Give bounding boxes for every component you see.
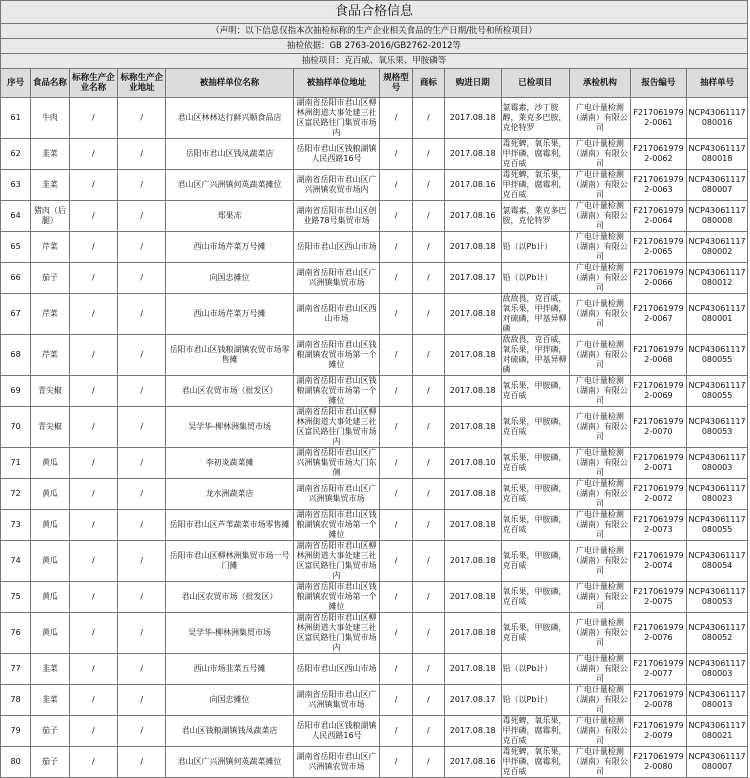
food-name-cell: 黄瓜 <box>31 613 69 654</box>
food-name-cell: 韭菜 <box>31 654 69 685</box>
serial-number-cell: 74 <box>1 541 31 582</box>
testing-agency-cell: 广电计量检测（湖南）有限公司 <box>570 747 631 778</box>
manufacturer-address-cell: / <box>118 654 166 685</box>
spec-model-cell: / <box>380 139 412 170</box>
serial-number-cell: 69 <box>1 376 31 407</box>
manufacturer-name-cell: / <box>69 407 117 448</box>
header-cell: 被抽样单位名称 <box>166 69 293 98</box>
serial-number-cell: 64 <box>1 201 31 232</box>
table-row <box>1 376 748 407</box>
sampled-unit-name-cell: 西山市场芹菜万号摊 <box>166 232 293 263</box>
serial-number-cell: 65 <box>1 232 31 263</box>
report-number-cell: F2170619792-0063 <box>630 170 687 201</box>
report-number-cell: F2170619792-0062 <box>630 139 687 170</box>
serial-number-cell: 70 <box>1 407 31 448</box>
sampled-unit-name-cell: 吴学华-柳林洲集贸市场 <box>166 613 293 654</box>
spec-model-cell: / <box>380 407 412 448</box>
sampled-unit-name-cell: 君山区广兴洲镇何英蔬菜摊位 <box>166 747 293 778</box>
sampling-number-cell: NCP43061117080055 <box>687 376 748 407</box>
sampled-unit-name-cell: 龙水洲蔬菜店 <box>166 479 293 510</box>
sampled-unit-name-cell: 岳阳市君山区钱凤蔬菜店 <box>166 139 293 170</box>
food-name-cell: 青尖椒 <box>31 407 69 448</box>
serial-number-cell: 67 <box>1 294 31 335</box>
sampled-unit-name-cell: 向国忠摊位 <box>166 685 293 716</box>
spec-model-cell: / <box>380 335 412 376</box>
table-row <box>1 479 748 510</box>
manufacturer-address-cell: / <box>118 98 166 139</box>
sampled-unit-address-cell: 湖南省岳阳市君山区柳林洲街道大事处建三社区富民路往门集贸市场内 <box>293 613 380 654</box>
table-row <box>1 613 748 654</box>
report-number-cell: F2170619792-0076 <box>630 613 687 654</box>
report-number-cell: F2170619792-0073 <box>630 510 687 541</box>
serial-number-cell: 72 <box>1 479 31 510</box>
manufacturer-name-cell: / <box>69 654 117 685</box>
sampled-unit-address-cell: 湖南省岳阳市君山区广兴洲镇集贸市场大门东侧 <box>293 448 380 479</box>
manufacturer-address-cell: / <box>118 613 166 654</box>
purchase-date-cell: 2017.08.16 <box>444 170 501 201</box>
brand-cell: / <box>412 335 444 376</box>
table-row <box>1 170 748 201</box>
sampling-number-cell: NCP43061117080002 <box>687 232 748 263</box>
food-name-cell: 韭菜 <box>31 685 69 716</box>
tested-items-cell: 毒死蜱，氧乐果，甲拌磷，腐霉利，克百威 <box>501 747 570 778</box>
sampled-unit-address-cell: 湖南省岳阳市君山区柳林洲街道大事处建三社区富民路往门集贸市场内 <box>293 407 380 448</box>
tested-items-cell: 氯霉素，莱克多巴胺，克伦特罗 <box>501 201 570 232</box>
tested-items-cell: 铅（以Pb计） <box>501 654 570 685</box>
purchase-date-cell: 2017.08.18 <box>444 98 501 139</box>
spec-model-cell: / <box>380 170 412 201</box>
manufacturer-address-cell: / <box>118 376 166 407</box>
manufacturer-address-cell: / <box>118 263 166 294</box>
sampled-unit-name-cell: 向国忠摊位 <box>166 263 293 294</box>
table-row <box>1 716 748 747</box>
table-row <box>1 448 748 479</box>
sampled-unit-name-cell: 李初炎蔬菜摊 <box>166 448 293 479</box>
testing-agency-cell: 广电计量检测（湖南）有限公司 <box>570 448 631 479</box>
sampling-number-cell: NCP43061117080016 <box>687 98 748 139</box>
report-number-cell: F2170619792-0066 <box>630 263 687 294</box>
tested-items-cell: 氧乐果，甲胺磷，克百威 <box>501 541 570 582</box>
sampled-unit-address-cell: 湖南省岳阳市君山区柳林洲街道大事处建三社区富民路往门集贸市场内 <box>293 541 380 582</box>
report-number-cell: F2170619792-0065 <box>630 232 687 263</box>
sampling-number-cell: NCP43061117080003 <box>687 654 748 685</box>
sampling-number-cell: NCP43061117080053 <box>687 407 748 448</box>
sampling-number-cell: NCP43061117080021 <box>687 716 748 747</box>
testing-agency-cell: 广电计量检测（湖南）有限公司 <box>570 685 631 716</box>
serial-number-cell: 80 <box>1 747 31 778</box>
food-name-cell: 韭菜 <box>31 170 69 201</box>
sampled-unit-name-cell: 吴学华-柳林洲集贸市场 <box>166 407 293 448</box>
manufacturer-name-cell: / <box>69 170 117 201</box>
header-cell: 被抽样单位地址 <box>293 69 380 98</box>
sampled-unit-name-cell: 君山区广兴洲镇何英蔬菜摊位 <box>166 170 293 201</box>
serial-number-cell: 63 <box>1 170 31 201</box>
report-number-cell: F2170619792-0079 <box>630 716 687 747</box>
spec-model-cell: / <box>380 510 412 541</box>
brand-cell: / <box>412 98 444 139</box>
serial-number-cell: 62 <box>1 139 31 170</box>
testing-agency-cell: 广电计量检测（湖南）有限公司 <box>570 263 631 294</box>
table-row <box>1 139 748 170</box>
sampled-unit-name-cell: 郑果冻 <box>166 201 293 232</box>
sampled-unit-address-cell: 湖南省岳阳市君山区广兴洲镇集贸市场 <box>293 479 380 510</box>
food-name-cell: 韭菜 <box>31 139 69 170</box>
testing-agency-cell: 广电计量检测（湖南）有限公司 <box>570 335 631 376</box>
manufacturer-address-cell: / <box>118 747 166 778</box>
sampling-number-cell: NCP43061117080055 <box>687 335 748 376</box>
spec-model-cell: / <box>380 201 412 232</box>
tested-items-cell: 毒死蜱，氧乐果，甲拌磷，腐霉利，克百威 <box>501 139 570 170</box>
purchase-date-cell: 2017.08.18 <box>444 407 501 448</box>
sampled-unit-address-cell: 湖南省岳阳市君山区广兴洲镇集贸市场 <box>293 263 380 294</box>
header-row <box>1 69 748 98</box>
manufacturer-address-cell: / <box>118 510 166 541</box>
tested-items-cell: 氯霉素，沙丁胺醇，莱克多巴胺，克伦特罗 <box>501 98 570 139</box>
serial-number-cell: 79 <box>1 716 31 747</box>
food-name-cell: 芹菜 <box>31 335 69 376</box>
manufacturer-address-cell: / <box>118 335 166 376</box>
spec-model-cell: / <box>380 582 412 613</box>
spec-model-cell: / <box>380 376 412 407</box>
testing-agency-cell: 广电计量检测（湖南）有限公司 <box>570 170 631 201</box>
report-number-cell: F2170619792-0074 <box>630 541 687 582</box>
spec-model-cell: / <box>380 541 412 582</box>
purchase-date-cell: 2017.08.17 <box>444 685 501 716</box>
sampled-unit-address-cell: 湖南省岳阳市君山区钱粮湖镇农贸市场第一个摊位 <box>293 510 380 541</box>
sampling-number-cell: NCP43061117080055 <box>687 510 748 541</box>
purchase-date-cell: 2017.08.16 <box>444 201 501 232</box>
serial-number-cell: 68 <box>1 335 31 376</box>
spec-model-cell: / <box>380 747 412 778</box>
sampling-number-cell: NCP43061117080054 <box>687 541 748 582</box>
brand-cell: / <box>412 510 444 541</box>
food-name-cell: 猪肉（后腿） <box>31 201 69 232</box>
sampled-unit-address-cell: 岳阳市君山区西山市场 <box>293 654 380 685</box>
table-row <box>1 98 748 139</box>
brand-cell: / <box>412 139 444 170</box>
manufacturer-address-cell: / <box>118 294 166 335</box>
manufacturer-name-cell: / <box>69 510 117 541</box>
brand-cell: / <box>412 170 444 201</box>
report-number-cell: F2170619792-0078 <box>630 685 687 716</box>
spec-model-cell: / <box>380 98 412 139</box>
food-name-cell: 黄瓜 <box>31 479 69 510</box>
spec-model-cell: / <box>380 294 412 335</box>
purchase-date-cell: 2017.08.16 <box>444 747 501 778</box>
table-row <box>1 654 748 685</box>
testing-agency-cell: 广电计量检测（湖南）有限公司 <box>570 407 631 448</box>
report-number-cell: F2170619792-0072 <box>630 479 687 510</box>
purchase-date-cell: 2017.08.10 <box>444 448 501 479</box>
table-row <box>1 232 748 263</box>
manufacturer-name-cell: / <box>69 263 117 294</box>
table-row <box>1 263 748 294</box>
manufacturer-address-cell: / <box>118 201 166 232</box>
sampled-unit-address-cell: 湖南省岳阳市君山区创业路78号集贸市场 <box>293 201 380 232</box>
serial-number-cell: 76 <box>1 613 31 654</box>
table-row <box>1 335 748 376</box>
brand-cell: / <box>412 654 444 685</box>
purchase-date-cell: 2017.08.18 <box>444 294 501 335</box>
header-cell: 报告编号 <box>630 69 687 98</box>
report-number-cell: F2170619792-0077 <box>630 654 687 685</box>
serial-number-cell: 77 <box>1 654 31 685</box>
manufacturer-address-cell: / <box>118 448 166 479</box>
testing-agency-cell: 广电计量检测（湖南）有限公司 <box>570 613 631 654</box>
header-cell: 购进日期 <box>444 69 501 98</box>
sampled-unit-address-cell: 湖南省岳阳市君山区广兴洲镇集贸市场 <box>293 685 380 716</box>
manufacturer-name-cell: / <box>69 294 117 335</box>
testing-agency-cell: 广电计量检测（湖南）有限公司 <box>570 201 631 232</box>
food-name-cell: 芹菜 <box>31 294 69 335</box>
sampled-unit-address-cell: 岳阳市君山区钱粮湖镇人民西路16号 <box>293 716 380 747</box>
testing-agency-cell: 广电计量检测（湖南）有限公司 <box>570 654 631 685</box>
header-cell: 标称生产企业名称 <box>69 69 117 98</box>
sampling-number-cell: NCP43061117080053 <box>687 582 748 613</box>
sampling-number-cell: NCP43061117080008 <box>687 201 748 232</box>
sampling-number-cell: NCP43061117080023 <box>687 479 748 510</box>
sampled-unit-address-cell: 湖南省岳阳市君山区钱粮湖镇农贸市场第一个摊位 <box>293 582 380 613</box>
sampling-number-cell: NCP43061117080052 <box>687 613 748 654</box>
food-name-cell: 茄子 <box>31 716 69 747</box>
report-number-cell: F2170619792-0070 <box>630 407 687 448</box>
table-row <box>1 201 748 232</box>
brand-cell: / <box>412 407 444 448</box>
sampled-unit-address-cell: 湖南省岳阳市君山区广兴洲镇农贸市场 <box>293 747 380 778</box>
food-name-cell: 芹菜 <box>31 232 69 263</box>
tested-items-cell: 铅（以Pb计） <box>501 263 570 294</box>
testing-agency-cell: 广电计量检测（湖南）有限公司 <box>570 98 631 139</box>
inspection-items: 抽检项目：克百威、氧乐果、甲胺磷等 <box>1 54 748 69</box>
food-name-cell: 黄瓜 <box>31 541 69 582</box>
header-cell: 承检机构 <box>570 69 631 98</box>
spec-model-cell: / <box>380 613 412 654</box>
sampled-unit-address-cell: 湖南省岳阳市君山区广兴洲镇农贸市场内 <box>293 170 380 201</box>
purchase-date-cell: 2017.08.18 <box>444 376 501 407</box>
tested-items-cell: 氧乐果，甲胺磷，克百威 <box>501 510 570 541</box>
purchase-date-cell: 2017.08.18 <box>444 335 501 376</box>
tested-items-cell: 毒死蜱，氧乐果，甲拌磷，腐霉利，克百威 <box>501 170 570 201</box>
serial-number-cell: 61 <box>1 98 31 139</box>
sampling-number-cell: NCP43061117080013 <box>687 685 748 716</box>
manufacturer-name-cell: / <box>69 716 117 747</box>
report-number-cell: F2170619792-0080 <box>630 747 687 778</box>
brand-cell: / <box>412 201 444 232</box>
sampling-number-cell: NCP43061117080001 <box>687 294 748 335</box>
manufacturer-name-cell: / <box>69 98 117 139</box>
tested-items-cell: 敌敌畏，克百威，氧乐果，甲拌磷，对硫磷，甲基异柳磷 <box>501 335 570 376</box>
food-name-cell: 黄瓜 <box>31 582 69 613</box>
serial-number-cell: 66 <box>1 263 31 294</box>
testing-agency-cell: 广电计量检测（湖南）有限公司 <box>570 582 631 613</box>
manufacturer-name-cell: / <box>69 747 117 778</box>
sampled-unit-name-cell: 西山市场芹菜万号摊 <box>166 294 293 335</box>
testing-agency-cell: 广电计量检测（湖南）有限公司 <box>570 510 631 541</box>
table-row <box>1 510 748 541</box>
purchase-date-cell: 2017.08.18 <box>444 613 501 654</box>
tested-items-cell: 氧乐果，甲胺磷，克百威 <box>501 582 570 613</box>
manufacturer-name-cell: / <box>69 139 117 170</box>
header-cell: 标称生产企业地址 <box>118 69 166 98</box>
manufacturer-address-cell: / <box>118 479 166 510</box>
sampled-unit-address-cell: 湖南省岳阳市君山区柳林洲街道大事处建三社区富民路往门集贸市场内 <box>293 98 380 139</box>
testing-agency-cell: 广电计量检测（湖南）有限公司 <box>570 376 631 407</box>
spec-model-cell: / <box>380 685 412 716</box>
manufacturer-address-cell: / <box>118 685 166 716</box>
inspection-standard: 抽检依据：GB 2763-2016/GB2762-2012等 <box>1 39 748 54</box>
manufacturer-address-cell: / <box>118 407 166 448</box>
report-number-cell: F2170619792-0071 <box>630 448 687 479</box>
food-name-cell: 茄子 <box>31 263 69 294</box>
purchase-date-cell: 2017.08.18 <box>444 582 501 613</box>
tested-items-cell: 氧乐果，甲胺磷，克百威 <box>501 448 570 479</box>
manufacturer-name-cell: / <box>69 685 117 716</box>
header-cell: 序号 <box>1 69 31 98</box>
sampled-unit-name-cell: 岳阳市君山区钱粮湖镇农贸市场零售摊 <box>166 335 293 376</box>
manufacturer-address-cell: / <box>118 139 166 170</box>
brand-cell: / <box>412 613 444 654</box>
manufacturer-address-cell: / <box>118 232 166 263</box>
testing-agency-cell: 广电计量检测（湖南）有限公司 <box>570 232 631 263</box>
manufacturer-name-cell: / <box>69 232 117 263</box>
serial-number-cell: 75 <box>1 582 31 613</box>
manufacturer-name-cell: / <box>69 541 117 582</box>
manufacturer-name-cell: / <box>69 335 117 376</box>
brand-cell: / <box>412 582 444 613</box>
manufacturer-name-cell: / <box>69 613 117 654</box>
spec-model-cell: / <box>380 232 412 263</box>
header-cell: 抽样单号 <box>687 69 748 98</box>
sampling-number-cell: NCP43061117080018 <box>687 139 748 170</box>
tested-items-cell: 敌敌畏，克百威，氧乐果，甲拌磷，对硫磷，甲基异柳磷 <box>501 294 570 335</box>
purchase-date-cell: 2017.08.18 <box>444 479 501 510</box>
purchase-date-cell: 2017.08.18 <box>444 654 501 685</box>
tested-items-cell: 毒死蜱，氧乐果，甲拌磷，腐霉利，克百威 <box>501 716 570 747</box>
sampled-unit-address-cell: 岳阳市君山区西山市场 <box>293 232 380 263</box>
brand-cell: / <box>412 263 444 294</box>
purchase-date-cell: 2017.08.18 <box>444 716 501 747</box>
manufacturer-name-cell: / <box>69 448 117 479</box>
spec-model-cell: / <box>380 448 412 479</box>
sheet-title: 食品合格信息 <box>1 1 748 24</box>
food-name-cell: 黄瓜 <box>31 448 69 479</box>
tested-items-cell: 铅（以Pb计） <box>501 232 570 263</box>
tested-items-cell: 铅（以Pb计） <box>501 685 570 716</box>
serial-number-cell: 73 <box>1 510 31 541</box>
manufacturer-name-cell: / <box>69 201 117 232</box>
purchase-date-cell: 2017.08.18 <box>444 510 501 541</box>
brand-cell: / <box>412 232 444 263</box>
tested-items-cell: 氧乐果，甲胺磷，克百威 <box>501 613 570 654</box>
sampled-unit-name-cell: 君山区钱粮湖镇钱凤蔬菜店 <box>166 716 293 747</box>
tested-items-cell: 氧乐果，甲胺磷，克百威 <box>501 376 570 407</box>
sampled-unit-name-cell: 西山市场韭菜五号摊 <box>166 654 293 685</box>
serial-number-cell: 71 <box>1 448 31 479</box>
brand-cell: / <box>412 716 444 747</box>
table-row <box>1 294 748 335</box>
manufacturer-address-cell: / <box>118 582 166 613</box>
table-row <box>1 685 748 716</box>
tested-items-cell: 氧乐果，甲胺磷，克百威 <box>501 479 570 510</box>
sampling-number-cell: NCP43061117080007 <box>687 747 748 778</box>
serial-number-cell: 78 <box>1 685 31 716</box>
spec-model-cell: / <box>380 263 412 294</box>
manufacturer-address-cell: / <box>118 541 166 582</box>
report-number-cell: F2170619792-0064 <box>630 201 687 232</box>
food-name-cell: 青尖椒 <box>31 376 69 407</box>
brand-cell: / <box>412 685 444 716</box>
sampled-unit-name-cell: 君山区农贸市场（批发区） <box>166 376 293 407</box>
brand-cell: / <box>412 294 444 335</box>
testing-agency-cell: 广电计量检测（湖南）有限公司 <box>570 541 631 582</box>
report-number-cell: F2170619792-0061 <box>630 98 687 139</box>
sampling-number-cell: NCP43061117080007 <box>687 170 748 201</box>
report-number-cell: F2170619792-0067 <box>630 294 687 335</box>
testing-agency-cell: 广电计量检测（湖南）有限公司 <box>570 139 631 170</box>
header-cell: 已检项目 <box>501 69 570 98</box>
brand-cell: / <box>412 376 444 407</box>
purchase-date-cell: 2017.08.18 <box>444 232 501 263</box>
purchase-date-cell: 2017.08.18 <box>444 139 501 170</box>
testing-agency-cell: 广电计量检测（湖南）有限公司 <box>570 294 631 335</box>
sampled-unit-name-cell: 君山区林林达行鲜兴顺食品店 <box>166 98 293 139</box>
sampled-unit-name-cell: 岳阳市君山区柳林洲集贸市场一号门摊 <box>166 541 293 582</box>
manufacturer-address-cell: / <box>118 716 166 747</box>
header-cell: 食品名称 <box>31 69 69 98</box>
report-number-cell: F2170619792-0068 <box>630 335 687 376</box>
header-cell: 商标 <box>412 69 444 98</box>
report-number-cell: F2170619792-0069 <box>630 376 687 407</box>
sampled-unit-name-cell: 君山区农贸市场（批发区） <box>166 582 293 613</box>
food-name-cell: 茄子 <box>31 747 69 778</box>
table-row <box>1 541 748 582</box>
report-number-cell: F2170619792-0075 <box>630 582 687 613</box>
purchase-date-cell: 2017.08.18 <box>444 541 501 582</box>
brand-cell: / <box>412 541 444 582</box>
purchase-date-cell: 2017.08.17 <box>444 263 501 294</box>
sampled-unit-address-cell: 湖南省岳阳市君山区钱粮湖镇农贸市场第一个摊位 <box>293 335 380 376</box>
sampled-unit-address-cell: 湖南省岳阳市君山区钱粮湖镇农贸市场第一个摊位 <box>293 376 380 407</box>
manufacturer-address-cell: / <box>118 170 166 201</box>
food-name-cell: 牛肉 <box>31 98 69 139</box>
header-cell: 规格型号 <box>380 69 412 98</box>
manufacturer-name-cell: / <box>69 376 117 407</box>
brand-cell: / <box>412 747 444 778</box>
sampled-unit-address-cell: 岳阳市君山区钱粮湖镇人民西路16号 <box>293 139 380 170</box>
manufacturer-name-cell: / <box>69 479 117 510</box>
sampled-unit-address-cell: 湖南省岳阳市君山区西山市场 <box>293 294 380 335</box>
table-row <box>1 407 748 448</box>
disclaimer-note: （声明：以下信息仅指本次抽检标称的生产企业相关食品的生产日期/批号和所检项目） <box>1 24 748 39</box>
testing-agency-cell: 广电计量检测（湖南）有限公司 <box>570 716 631 747</box>
food-name-cell: 黄瓜 <box>31 510 69 541</box>
brand-cell: / <box>412 448 444 479</box>
manufacturer-name-cell: / <box>69 582 117 613</box>
spec-model-cell: / <box>380 479 412 510</box>
spec-model-cell: / <box>380 716 412 747</box>
sampling-number-cell: NCP43061117080003 <box>687 448 748 479</box>
table-row <box>1 582 748 613</box>
table-row <box>1 747 748 778</box>
sampling-number-cell: NCP43061117080012 <box>687 263 748 294</box>
sampled-unit-name-cell: 岳阳市君山区芦苇蔬菜市场零售摊 <box>166 510 293 541</box>
brand-cell: / <box>412 479 444 510</box>
testing-agency-cell: 广电计量检测（湖南）有限公司 <box>570 479 631 510</box>
tested-items-cell: 氧乐果，甲胺磷，克百威 <box>501 407 570 448</box>
spec-model-cell: / <box>380 654 412 685</box>
